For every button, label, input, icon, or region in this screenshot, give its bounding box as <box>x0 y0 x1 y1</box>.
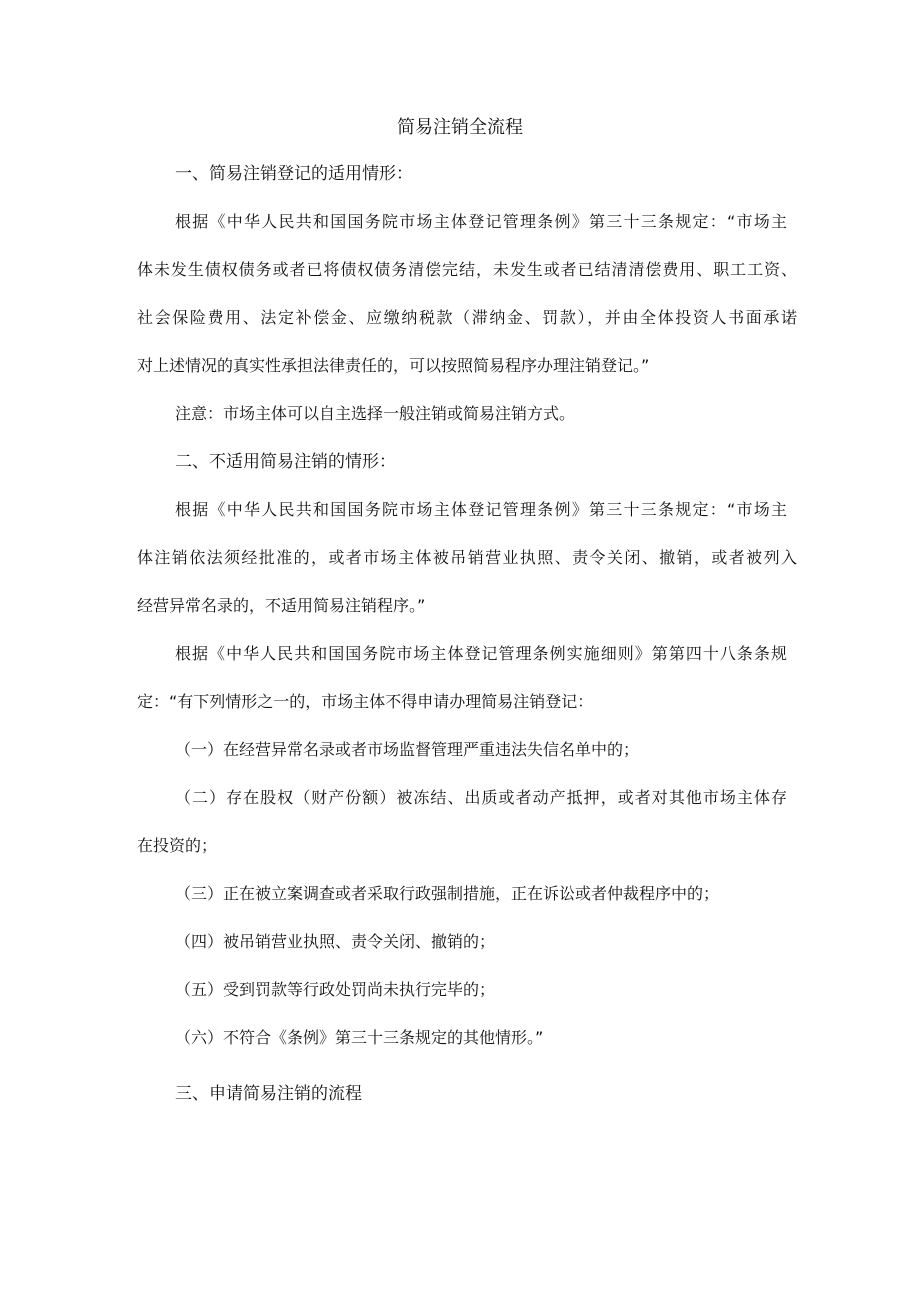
section-heading-2: 二、不适用简易注销的情形： <box>175 452 396 472</box>
list-item: （六）不符合《条例》第三十三条规定的其他情形。” <box>175 1028 544 1047</box>
list-item-continuation: 在投资的； <box>137 836 218 855</box>
list-item: （五）受到罚款等行政处罚尚未执行完毕的； <box>175 980 496 999</box>
paragraph-line: 体未发生债权债务或者已将债权债务清偿完结，未发生或者已结清清偿费用、职工工资、 <box>137 260 797 279</box>
section-heading-3: 三、申请简易注销的流程 <box>175 1084 362 1104</box>
section-heading-1: 一、简易注销登记的适用情形： <box>175 164 413 184</box>
note-line: 注意：市场主体可以自主选择一般注销或简易注销方式。 <box>175 404 576 423</box>
paragraph-line: 体注销依法须经批准的，或者市场主体被吊销营业执照、责令关闭、撤销，或者被列入 <box>137 548 797 567</box>
list-item: （四）被吊销营业执照、责令关闭、撤销的； <box>175 932 496 951</box>
paragraph-line: 根据《中华人民共和国国务院市场主体登记管理条例》第三十三条规定：“市场主 <box>175 500 787 519</box>
paragraph-line: 对上述情况的真实性承担法律责任的，可以按照简易程序办理注销登记。” <box>137 356 650 375</box>
paragraph-line: 根据《中华人民共和国国务院市场主体登记管理条例》第三十三条规定：“市场主 <box>175 212 787 231</box>
list-item: （二）存在股权（财产份额）被冻结、出质或者动产抵押，或者对其他市场主体存 <box>175 788 787 807</box>
document-title: 简易注销全流程 <box>397 117 523 138</box>
paragraph-line: 根据《中华人民共和国国务院市场主体登记管理条例实施细则》第第四十八条条规 <box>175 644 787 663</box>
list-item: （一）在经营异常名录或者市场监督管理严重违法失信名单中的； <box>175 740 640 759</box>
paragraph-line: 社会保险费用、法定补偿金、应缴纳税款（滞纳金、罚款），并由全体投资人书面承诺 <box>137 308 797 327</box>
paragraph-line: 经营异常名录的，不适用简易注销程序。” <box>137 596 426 615</box>
paragraph-line: 定：“有下列情形之一的，市场主体不得申请办理简易注销登记： <box>137 692 594 711</box>
list-item: （三）正在被立案调查或者采取行政强制措施，正在诉讼或者仲裁程序中的； <box>175 884 720 903</box>
